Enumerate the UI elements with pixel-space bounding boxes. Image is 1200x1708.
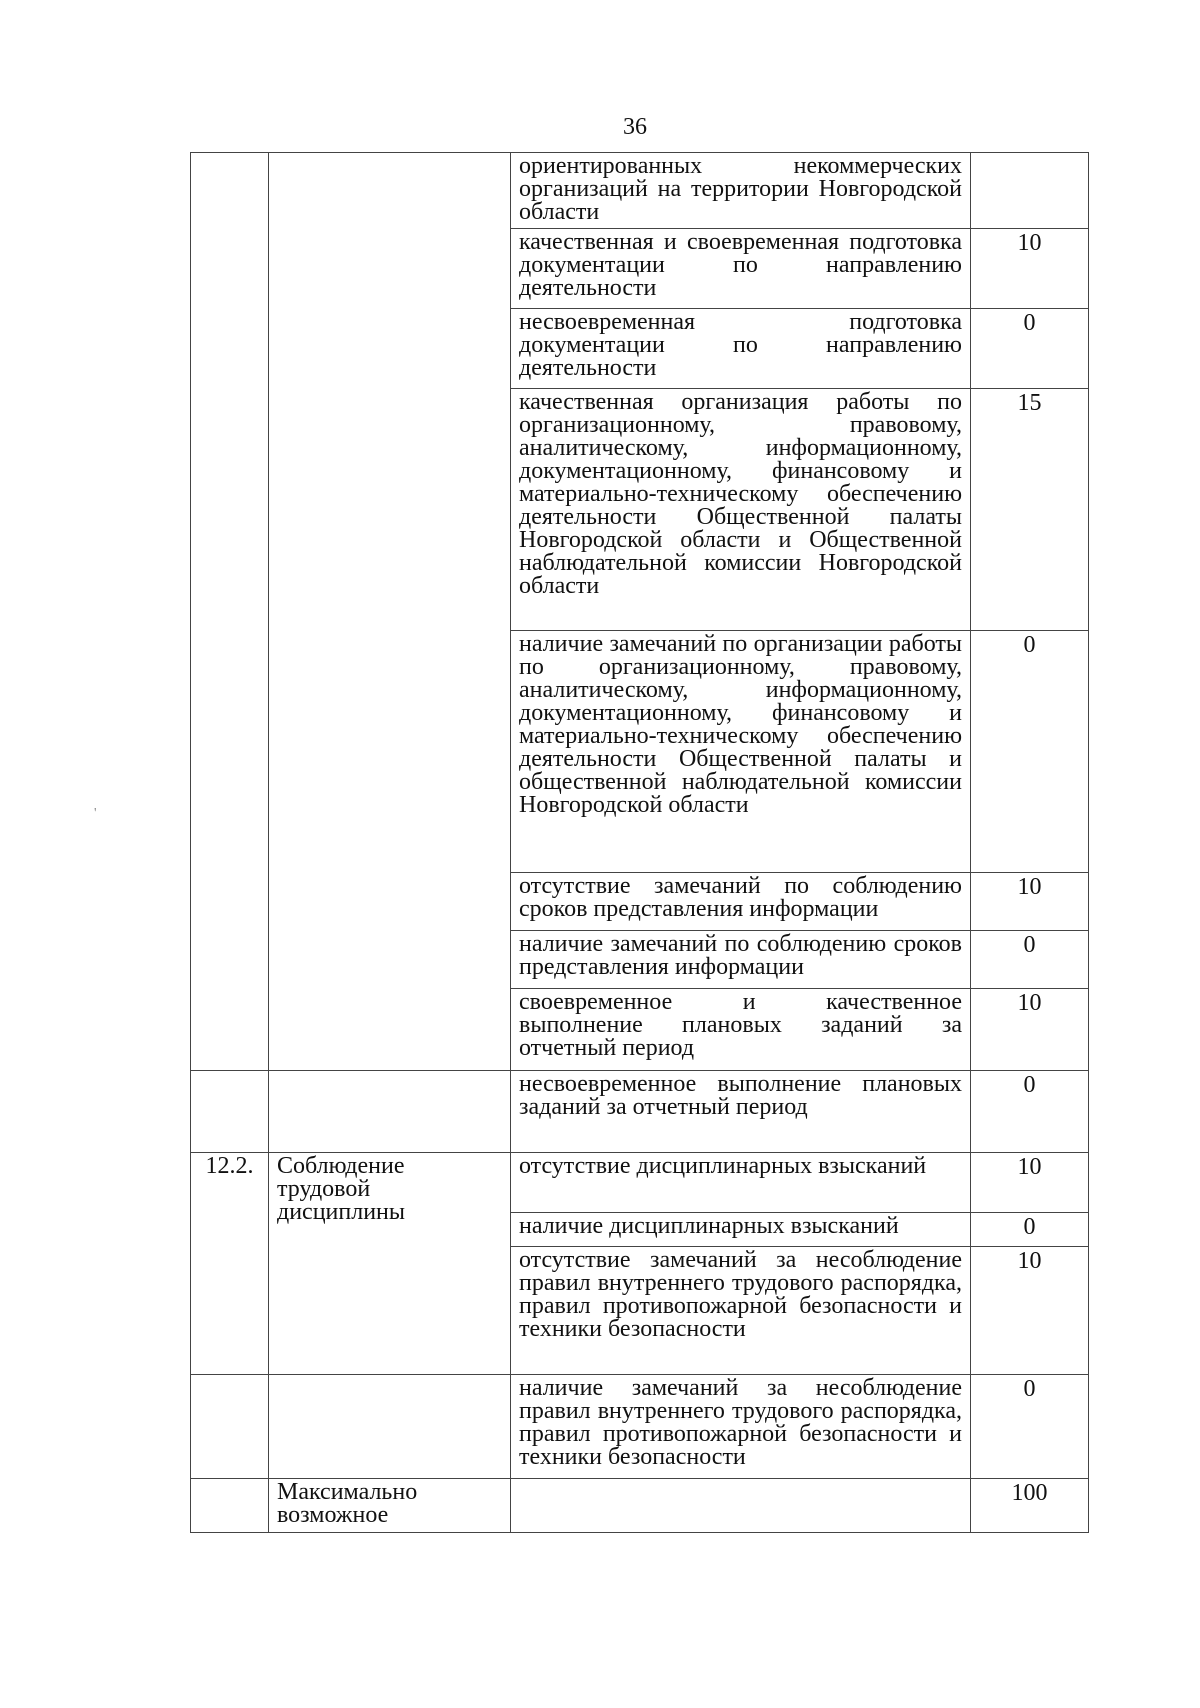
table-row [191, 1375, 1089, 1479]
points-cell: 10 [971, 989, 1089, 1071]
row-number-cell: 12.2. [191, 1153, 269, 1375]
points-cell: 10 [971, 1247, 1089, 1375]
points-cell: 10 [971, 229, 1089, 309]
criterion-cell: ориентированных некоммерческих организаций на территории Новгородской области [511, 153, 971, 229]
points-cell: 15 [971, 389, 1089, 631]
row-number-cell [191, 1071, 269, 1153]
points-cell: 0 [971, 309, 1089, 389]
criterion-cell: наличие дисциплинарных взысканий [511, 1213, 971, 1247]
points-cell: 0 [971, 631, 1089, 873]
row-number-cell [191, 1375, 269, 1479]
indicator-name-cell: Соблюдение трудовой дисциплины [269, 1153, 511, 1375]
criterion-cell: отсутствие замечаний за несоблюдение правил внутреннего трудового распорядка, правил противопожарной безопасности и техники безопасности [511, 1247, 971, 1375]
row-number-cell [191, 1479, 269, 1533]
table-row [191, 1479, 1089, 1533]
criterion-cell: несвоевременная подготовка документации по направлению деятельности [511, 309, 971, 389]
criterion-cell: наличие замечаний за несоблюдение правил внутреннего трудового распорядка, правил противопожарной безопасности и техники безопасности [511, 1375, 971, 1479]
criteria-table [190, 152, 1089, 1533]
indicator-name-cell [269, 1071, 511, 1153]
criterion-cell: несвоевременное выполнение плановых заданий за отчетный период [511, 1071, 971, 1153]
points-cell: 10 [971, 873, 1089, 931]
scan-artifact: ' [94, 806, 97, 821]
criterion-cell: качественная организация работы по организационному, правовому, аналитическому, информационному, документационному, финансовому и материально-техническому обеспечению деятельности Общественной палаты Новгородской области и Общественной наблюдательной комиссии Новгородской области [511, 389, 971, 631]
indicator-name-cell [269, 153, 511, 1071]
points-cell: 0 [971, 1375, 1089, 1479]
points-cell: 0 [971, 1213, 1089, 1247]
criterion-cell: отсутствие дисциплинарных взысканий [511, 1153, 971, 1213]
table-row [191, 1153, 1089, 1213]
table-row [191, 1071, 1089, 1153]
points-cell: 10 [971, 1153, 1089, 1213]
points-cell: 0 [971, 1071, 1089, 1153]
criterion-cell [511, 1479, 971, 1533]
page-number: 36 [623, 114, 647, 140]
criterion-cell: качественная и своевременная подготовка документации по направлению деятельности [511, 229, 971, 309]
criterion-cell: наличие замечаний по организации работы по организационному, правовому, аналитическому, информационному, документационному, финансовому и материально-техническому обеспечению деятельности Общественной палаты и общественной наблюдательной комиссии Новгородской области [511, 631, 971, 873]
table-row [191, 153, 1089, 229]
points-cell [971, 153, 1089, 229]
indicator-name-cell [269, 1375, 511, 1479]
points-cell: 0 [971, 931, 1089, 989]
criterion-cell: отсутствие замечаний по соблюдению сроков представления информации [511, 873, 971, 931]
indicator-name-cell: Максимально возможное [269, 1479, 511, 1533]
criterion-cell: своевременное и качественное выполнение плановых заданий за отчетный период [511, 989, 971, 1071]
points-cell: 100 [971, 1479, 1089, 1533]
row-number-cell [191, 153, 269, 1071]
criterion-cell: наличие замечаний по соблюдению сроков представления информации [511, 931, 971, 989]
